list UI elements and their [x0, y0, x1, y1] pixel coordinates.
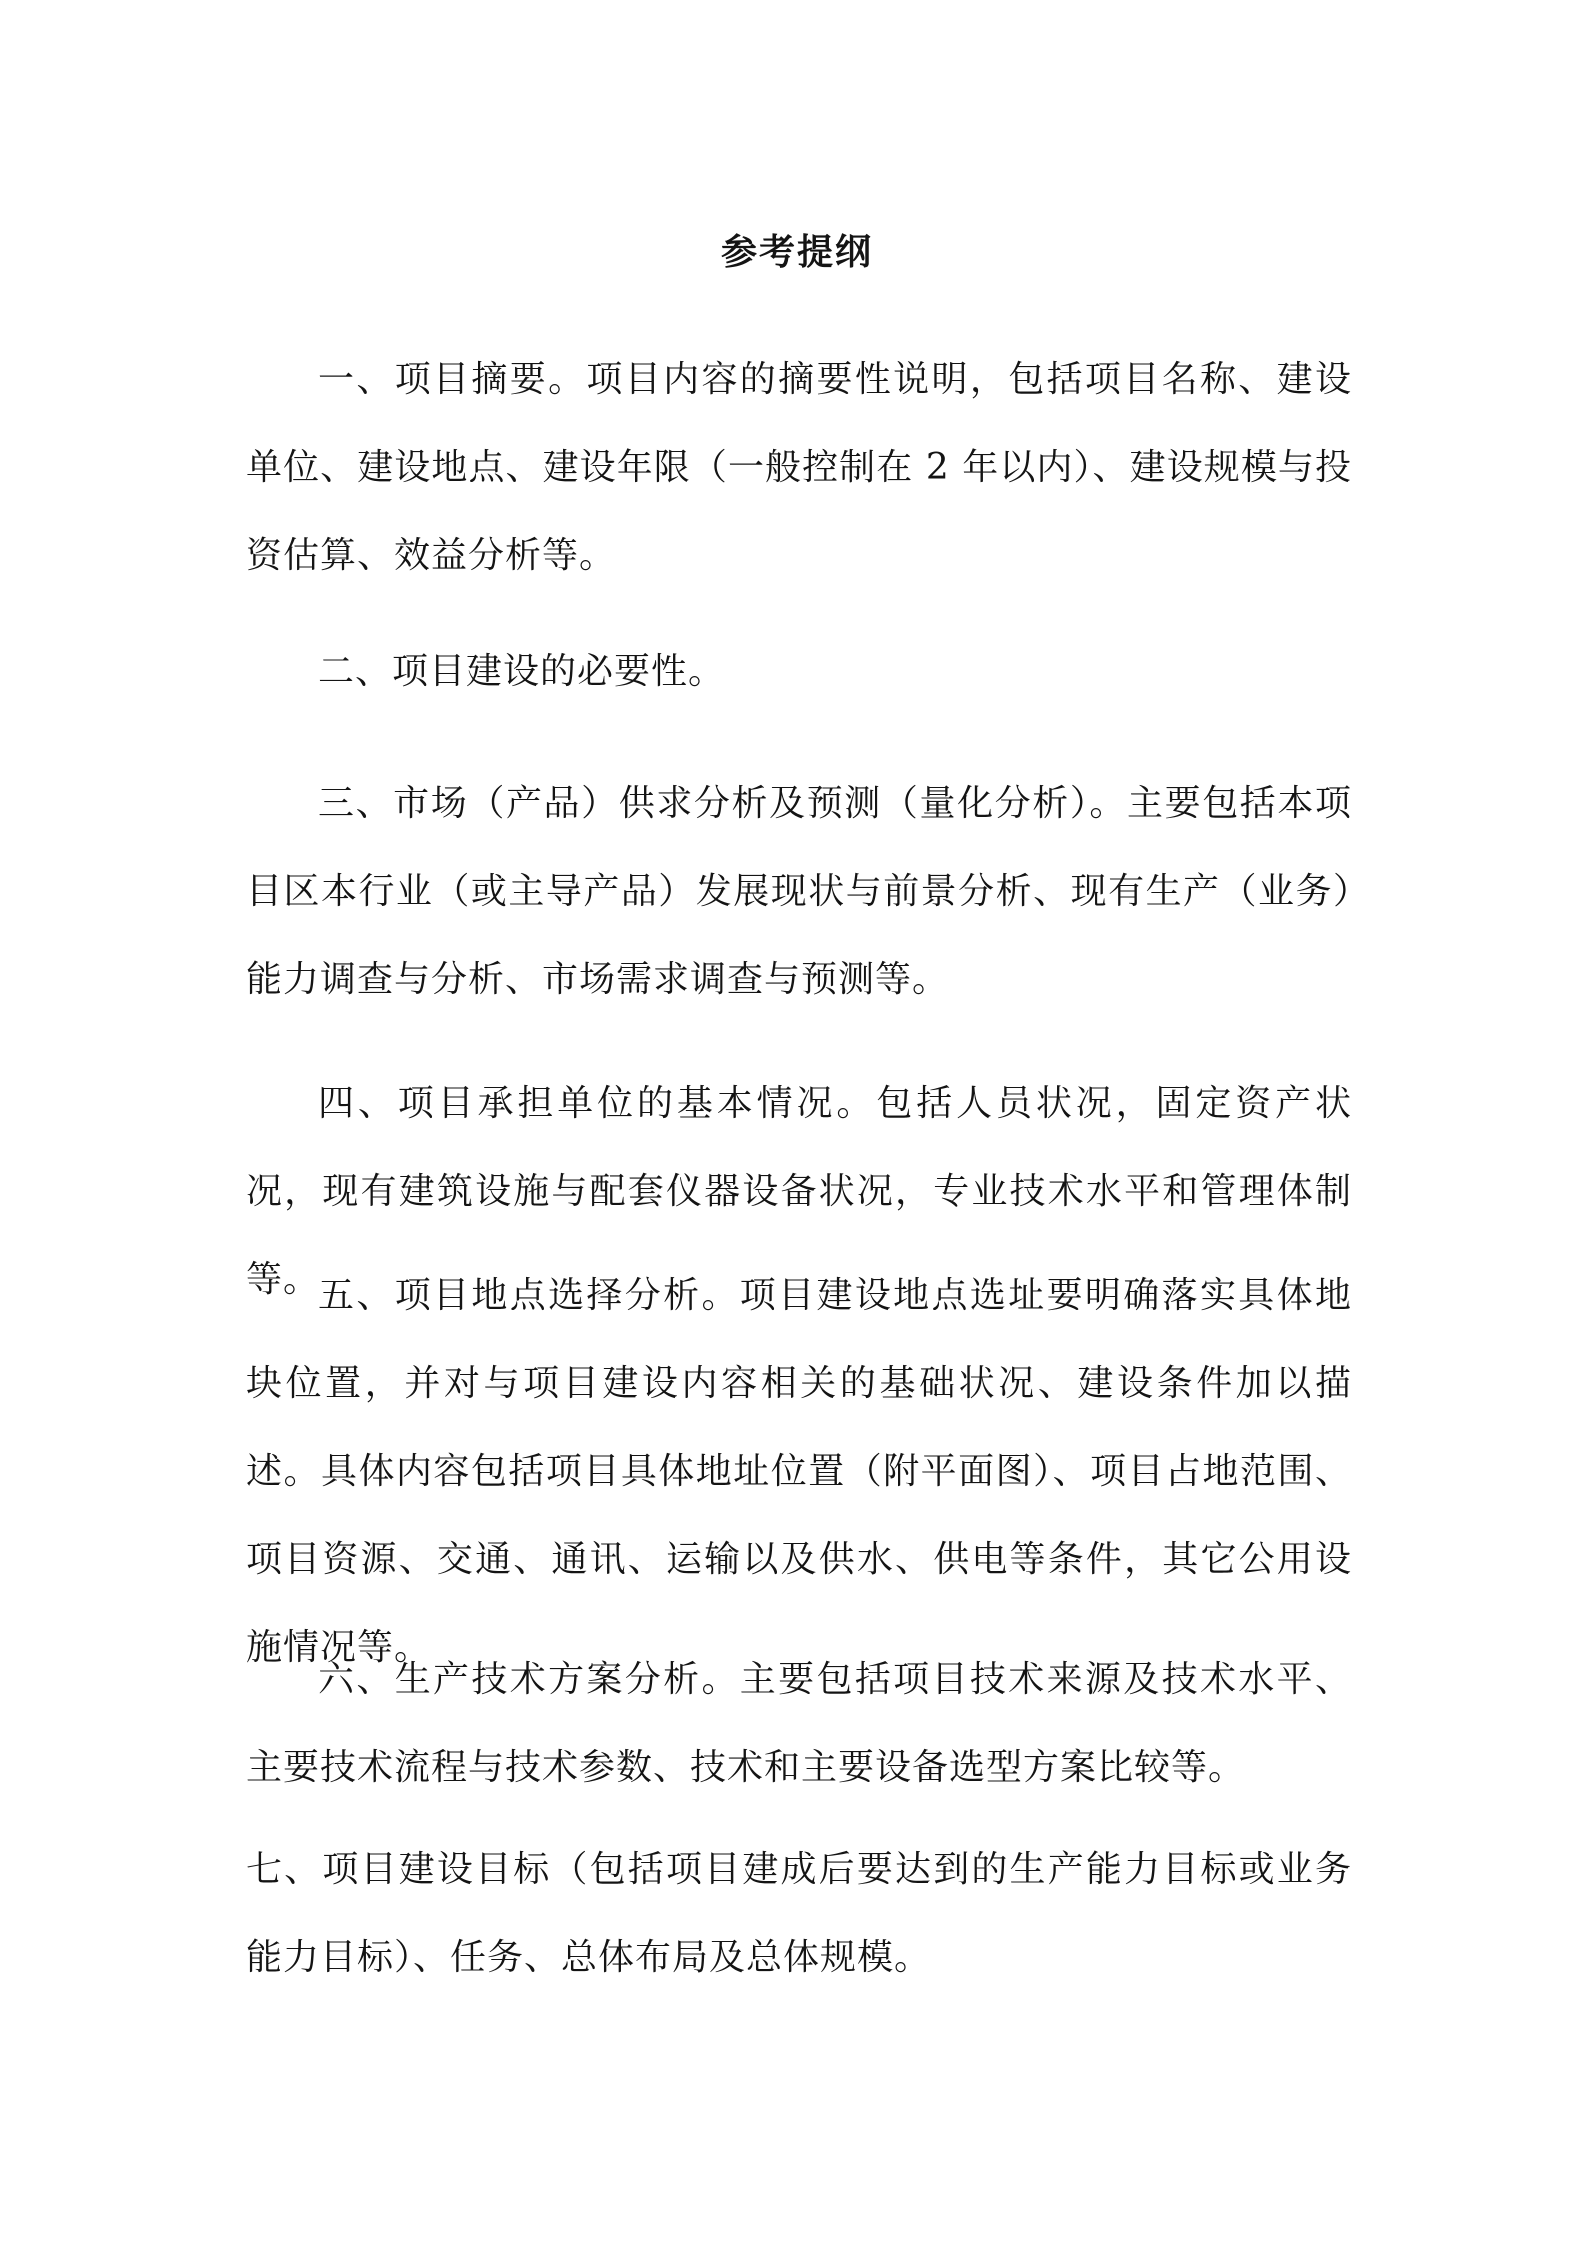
paragraph-technical-plan: 六、生产技术方案分析。主要包括项目技术来源及技术水平、主要技术流程与技术参数、技术和主要设备选型方案比较等。 — [246, 1659, 1352, 1788]
paragraph-undertaking-unit: 四、项目承担单位的基本情况。包括人员状况，固定资产状况，现有建筑设施与配套仪器设备状况，专业技术水平和管理体制等。 — [246, 1083, 1352, 1300]
paragraph-construction-goals: 七、项目建设目标（包括项目建成后要达到的生产能力目标或业务能力目标）、任务、总体布局及总体规模。 — [246, 1849, 1352, 1978]
paragraph-site-selection: 五、项目地点选择分析。项目建设地点选址要明确落实具体地块位置，并对与项目建设内容相关的基础状况、建设条件加以描述。具体内容包括项目具体地址位置（附平面图）、项目占地范围、项目资源、交通、通讯、运输以及供水、供电等条件，其它公用设施情况等。 — [246, 1275, 1352, 1668]
paragraph-construction-necessity: 二、项目建设的必要性。 — [318, 651, 726, 692]
paragraph-market-analysis: 三、市场（产品）供求分析及预测（量化分析）。主要包括本项目区本行业（或主导产品）发展现状与前景分析、现有生产（业务）能力调查与分析、市场需求调查与预测等。 — [246, 783, 1352, 1000]
document-title: 参考提纲 — [720, 231, 873, 273]
paragraph-project-summary: 一、项目摘要。项目内容的摘要性说明，包括项目名称、建设单位、建设地点、建设年限（一般控制在 2 年以内）、建设规模与投资估算、效益分析等。 — [246, 359, 1352, 576]
